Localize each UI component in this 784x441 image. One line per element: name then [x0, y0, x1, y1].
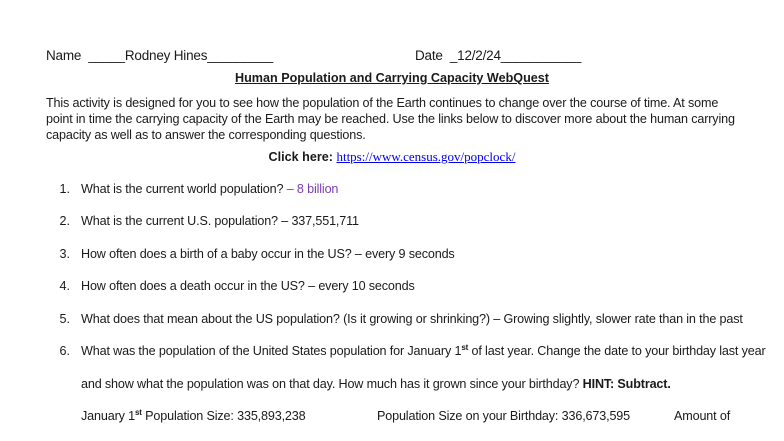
name-value: _____Rodney Hines_________	[88, 48, 274, 63]
question-6-line-1	[81, 344, 766, 358]
worksheet-title: Human Population and Carrying Capacity WebQuest	[235, 71, 549, 85]
question-6-hint: HINT: Subtract.	[582, 377, 671, 391]
question-6-line-2-text: and show what the population was on that day. How much has it grown since your birthday?	[81, 377, 583, 391]
january-population-answer	[81, 409, 306, 423]
january-label-a: January 1	[81, 409, 135, 423]
question-6-text-a: What was the population of the United States population for January 1	[81, 344, 462, 358]
question-6-superscript: st	[461, 343, 469, 352]
question-1-number: 1.	[59, 182, 70, 196]
question-2-number: 2.	[59, 214, 70, 228]
birthday-value: 336,673,595	[558, 409, 631, 423]
january-superscript: st	[134, 408, 142, 417]
question-4-number: 4.	[59, 279, 70, 293]
birthday-population-answer	[377, 409, 630, 423]
question-5-text: What does that mean about the US population? (Is it growing or shrinking?) – Growing slightly, slower rate than in the past	[81, 312, 743, 326]
date-label: Date	[415, 48, 443, 63]
question-4-text: How often does a death occur in the US? – every 10 seconds	[81, 279, 415, 293]
question-6-text-b: of last year. Change the date to your birthday last year	[468, 344, 766, 358]
question-1-answer: – 8 billion	[286, 182, 339, 196]
intro-paragraph: This activity is designed for you to see how the population of the Earth continues to change over the course of time. At some point in time the carrying capacity of the Earth may be reached. Use the links below to discover more about the human carrying capacity as well as to answer the corresponding questions.	[46, 96, 735, 142]
january-label-b: Population Size: 335,893,238	[141, 409, 306, 423]
question-6-line-2	[81, 377, 671, 391]
name-label: Name	[46, 48, 82, 63]
question-6-number: 6.	[59, 344, 70, 358]
question-5-number: 5.	[59, 312, 70, 326]
census-popclock-link[interactable]: https://www.census.gov/popclock/	[336, 149, 516, 164]
name-line	[46, 48, 273, 63]
date-value: _12/2/24___________	[449, 48, 582, 63]
click-here-label: Click here:	[268, 150, 333, 164]
amount-label: Amount of	[674, 409, 731, 423]
question-1-text: What is the current world population?	[81, 182, 287, 196]
click-here-line	[0, 149, 784, 165]
question-2-text: What is the current U.S. population? – 337,551,711	[81, 214, 359, 228]
question-3-text: How often does a birth of a baby occur in the US? – every 9 seconds	[81, 247, 455, 261]
date-line	[415, 48, 581, 63]
birthday-label: Population Size on your Birthday:	[377, 409, 559, 423]
question-1	[81, 182, 338, 196]
question-3-number: 3.	[59, 247, 70, 261]
